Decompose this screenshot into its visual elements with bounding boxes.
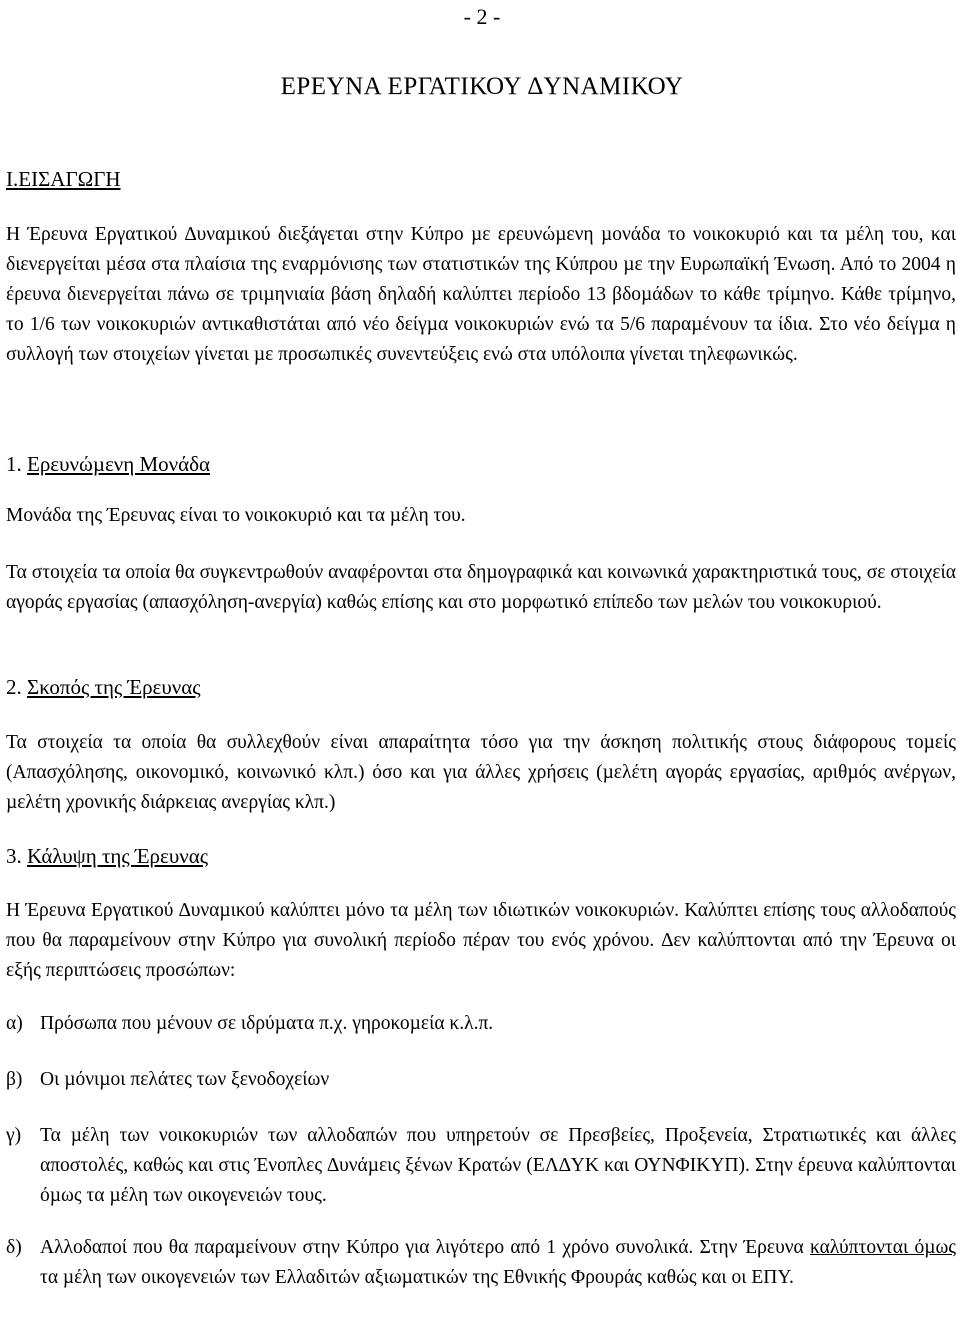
document-title: ΕΡΕΥΝΑ ΕΡΓΑΤΙΚΟΥ ∆ΥΝΑΜΙΚΟΥ bbox=[280, 73, 684, 100]
section3-title: Κάλυψη της Έρευνας bbox=[27, 844, 209, 868]
section1-heading bbox=[6, 451, 210, 477]
intro-heading-text: I.ΕΙΣΑΓΩΓΗ bbox=[6, 167, 121, 191]
list-marker: δ) bbox=[6, 1237, 22, 1258]
section1-paragraph1: Μονάδα της Έρευνας είναι το νοικοκυριό και τα µέλη του. bbox=[6, 505, 466, 526]
list-text: Πρόσωπα που µένουν σε ιδρύµατα π.χ. γηροκοµεία κ.λ.π. bbox=[40, 1013, 494, 1034]
list-text: Οι µόνιµοι πελάτες των ξενοδοχείων bbox=[40, 1069, 330, 1090]
section1-number: 1. bbox=[6, 452, 22, 476]
list-text-end: τα µέλη των οικογενειών των Ελλαδιτών αξιωµατικών της Εθνικής Φρουράς καθώς και οι ΕΠΥ. bbox=[40, 1267, 794, 1288]
list-text-start: Αλλοδαποί που θα παραµείνουν στην Κύπρο για λιγότερο από 1 χρόνο συνολικά. Στην Έρευνα bbox=[40, 1237, 811, 1258]
list-marker: β) bbox=[6, 1069, 23, 1090]
list-text-underlined: καλύπτονται όµως bbox=[810, 1237, 956, 1258]
list-text bbox=[40, 1233, 956, 1293]
list-marker: α) bbox=[6, 1013, 23, 1034]
list-text: Τα µέλη των νοικοκυριών των αλλοδαπών που υπηρετούν σε Πρεσβείες, Προξενεία, Στρατιωτικές και άλλες αποστολές, καθώς και στις Ένοπλες ∆υνάµεις ξένων Κρατών (ΕΛ∆ΥΚ και ΟΥΝΦΙΚΥΠ). Στην έρευνα καλύπτονται όµως τα µέλη των οικογενειών τους. bbox=[40, 1125, 956, 1206]
section1-title: Ερευνώµενη Μονάδα bbox=[27, 452, 211, 476]
section2-number: 2. bbox=[6, 675, 22, 699]
section2-title: Σκοπός της Έρευνας bbox=[27, 675, 201, 699]
intro-paragraph: Η Έρευνα Εργατικού ∆υναµικού διεξάγεται στην Κύπρο µε ερευνώµενη µονάδα το νοικοκυριό και τα µέλη του, και διενεργείται µέσα στα πλαίσια της εναρµόνισης των στατιστικών της Κύπρου µε την Ευρωπαϊκή Ένωση. Από το 2004 η έρευνα διενεργείται πάνω σε τριµηνιαία βάση δηλαδή καλύπτει περίοδο 13 βδοµάδων το κάθε τρίµηνο. Κάθε τρίµηνο, το 1/6 των νοικοκυριών αντικαθιστάται από νέο δείγµα νοικοκυριών ενώ τα 5/6 παραµένουν τα ίδια. Στο νέο δείγµα η συλλογή των στοιχείων γίνεται µε προσωπικές συνεντεύξεις ενώ στα υπόλοιπα γίνεται τηλεφωνικώς. bbox=[6, 224, 956, 365]
section1-paragraph2: Τα στοιχεία τα οποία θα συγκεντρωθούν αναφέρονται στα δηµογραφικά και κοινωνικά χαρακτηριστικά τους, σε στοιχεία αγοράς εργασίας (απασχόληση-ανεργία) καθώς επίσης και στο µορφωτικό επίπεδο των µελών του νοικοκυριού. bbox=[6, 562, 956, 613]
section2-heading bbox=[6, 674, 201, 700]
section3-number: 3. bbox=[6, 844, 22, 868]
section3-paragraph: Η Έρευνα Εργατικού ∆υναµικού καλύπτει µόνο τα µέλη των ιδιωτικών νοικοκυριών. Καλύπτει επίσης τους αλλοδαπούς που θα παραµείνουν στην Κύπρο για συνολική περίοδο πέραν του ενός χρόνου. ∆εν καλύπτονται από την Έρευνα οι εξής περιπτώσεις προσώπων: bbox=[6, 900, 956, 981]
section3-heading bbox=[6, 843, 208, 869]
list-marker: γ) bbox=[6, 1125, 22, 1146]
document-page bbox=[6, 0, 958, 1320]
section2-paragraph: Τα στοιχεία τα οποία θα συλλεχθούν είναι απαραίτητα τόσο για την άσκηση πολιτικής στους διάφορους τοµείς (Απασχόλησης, οικονοµικό, κοινωνικό κλπ.) όσο και για άλλες χρήσεις (µελέτη αγοράς εργασίας, αριθµός ανέργων, µελέτη χρονικής διάρκειας ανεργίας κλπ.) bbox=[6, 732, 956, 813]
page-number: - 2 - bbox=[463, 4, 501, 29]
intro-heading bbox=[6, 166, 121, 192]
